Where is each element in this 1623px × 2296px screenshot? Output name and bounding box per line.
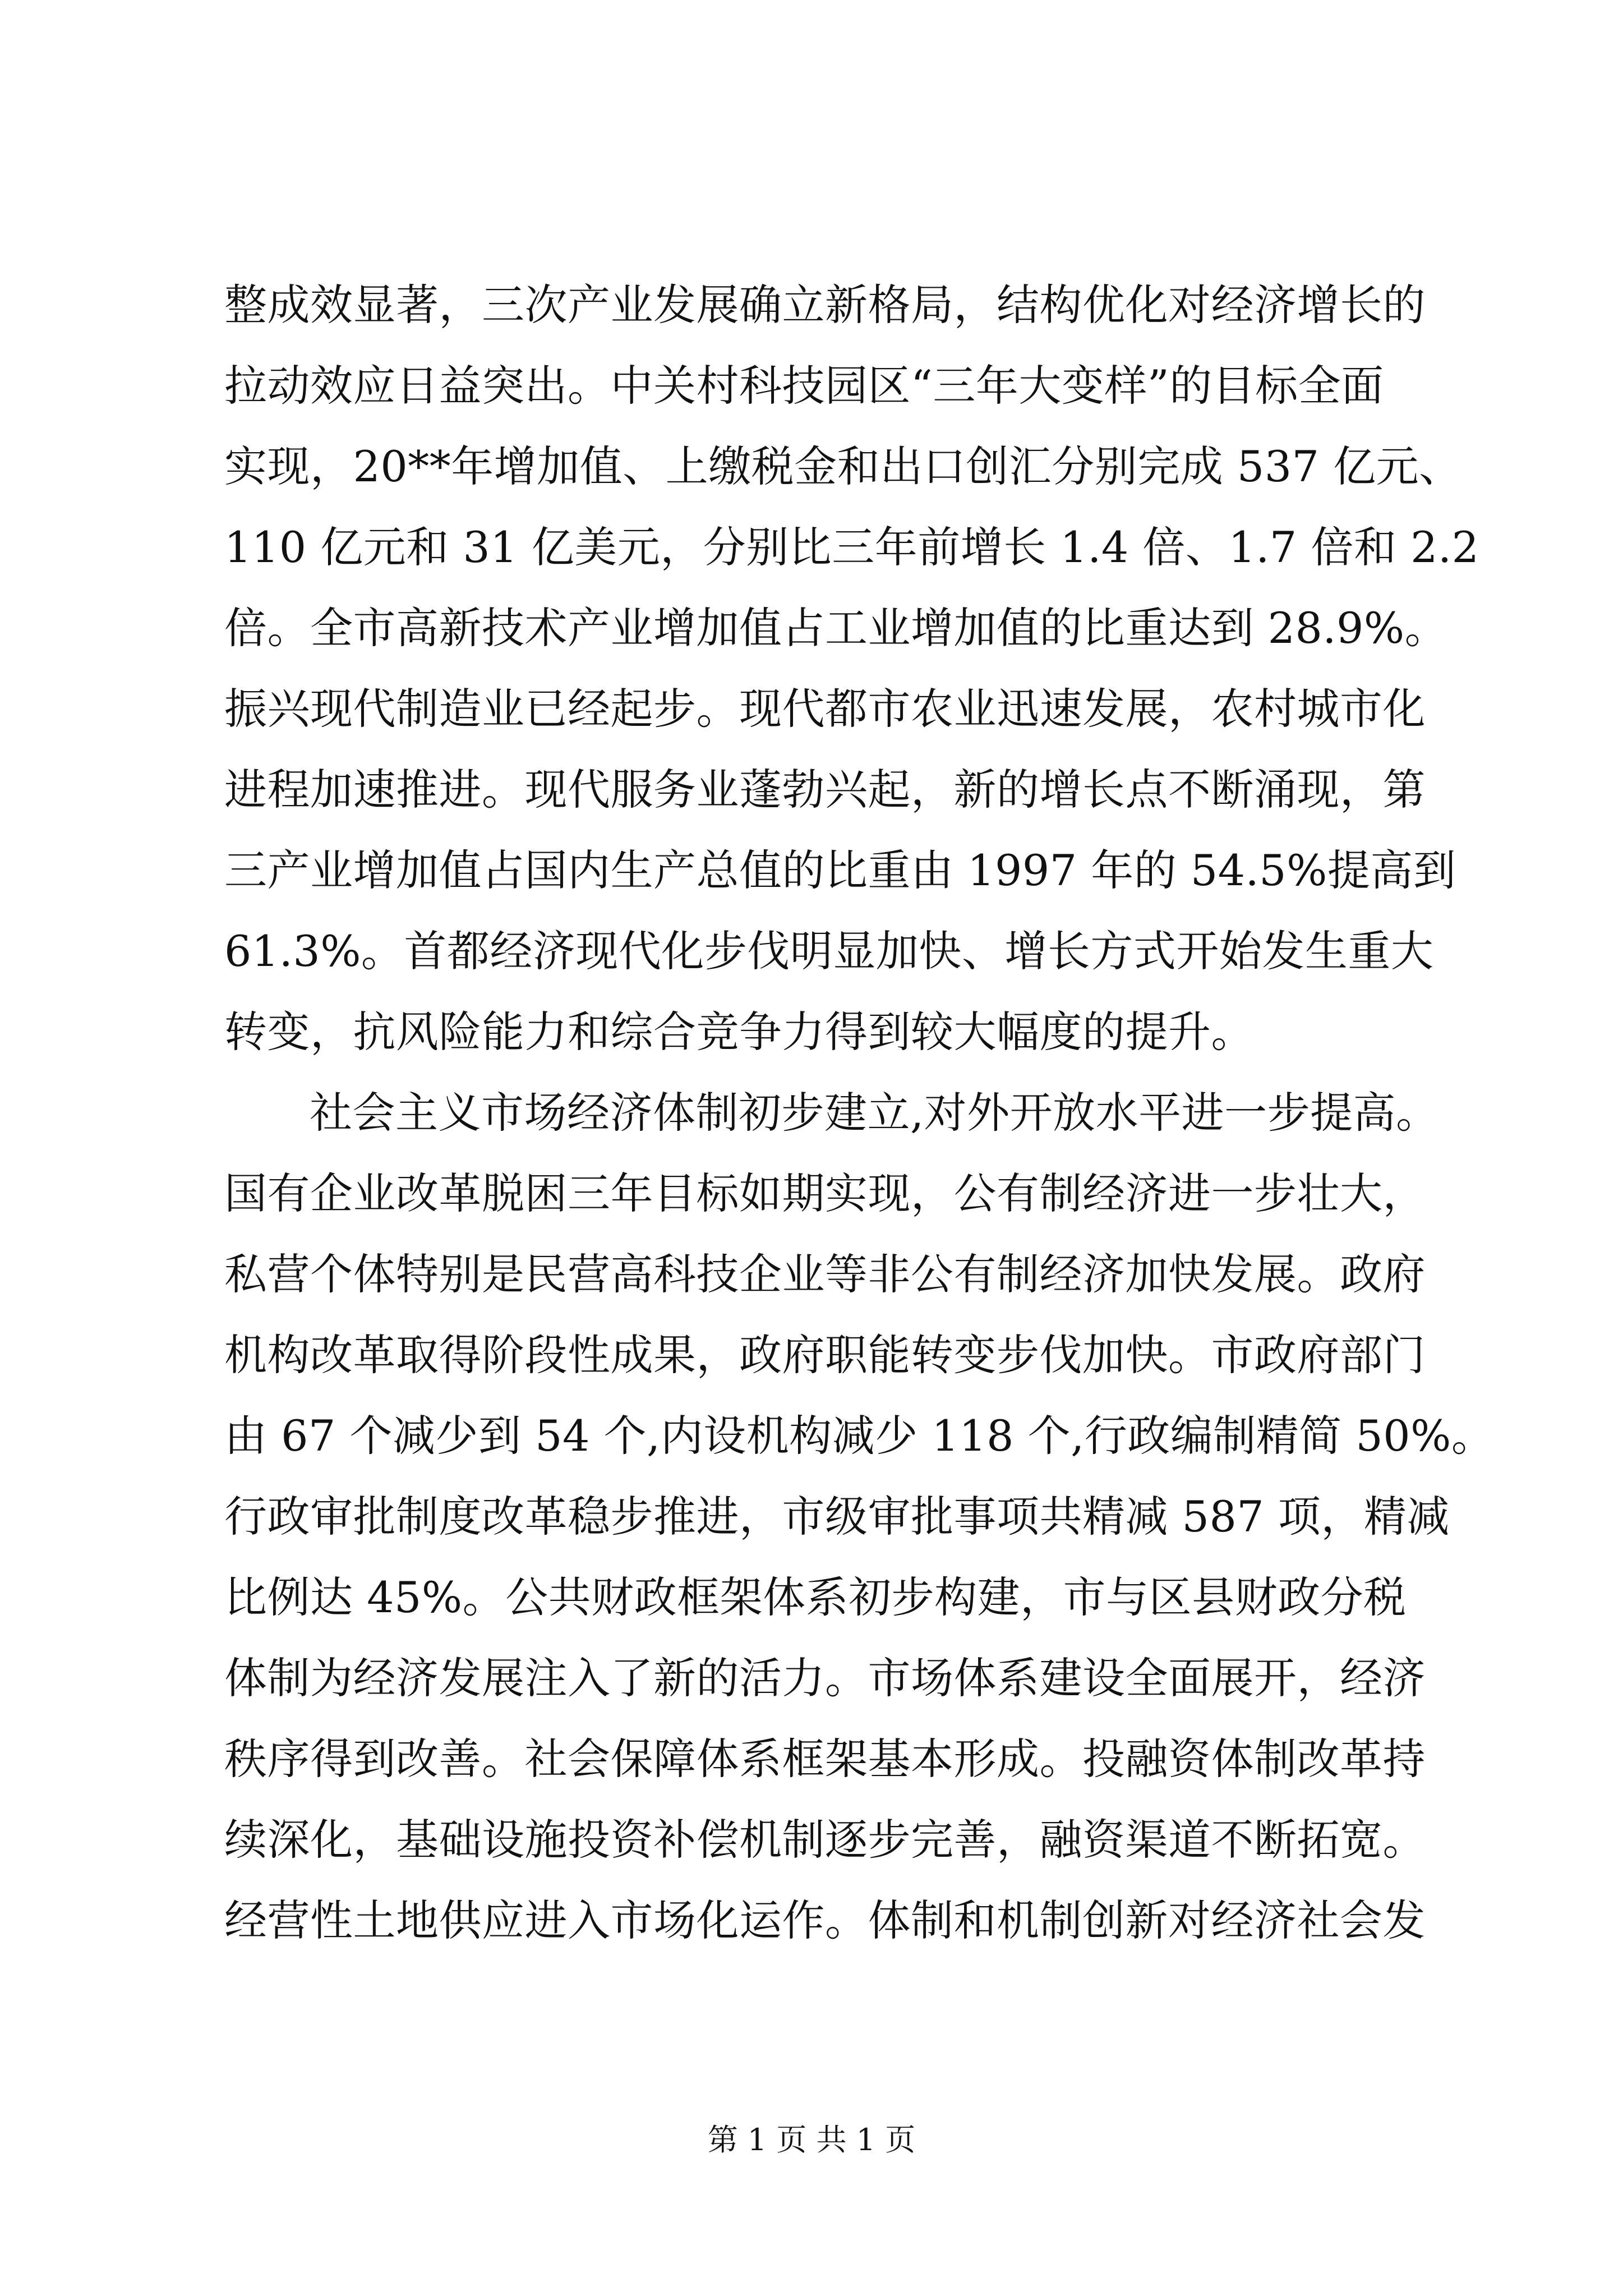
paragraph-1: [224, 265, 1479, 1073]
text-line: 社会主义市场经济体制初步建立,对外开放水平进一步提高。: [310, 1088, 1439, 1138]
text-line: 转变，抗风险能力和综合竞争力得到较大幅度的提升。: [224, 1007, 1254, 1057]
text-line: 110 亿元和 31 亿美元，分别比三年前增长 1.4 倍、1.7 倍和 2.2: [224, 522, 1479, 572]
text-line: 三产业增加值占国内生产总值的比重由 1997 年的 54.5%提高到: [224, 845, 1456, 895]
text-line: 倍。全市高新技术产业增加值占工业增加值的比重达到 28.9%。: [224, 603, 1448, 653]
text-line: 机构改革取得阶段性成果，政府职能转变步伐加快。市政府部门: [224, 1330, 1426, 1380]
page-footer: 第 1 页 共 1 页: [707, 2122, 916, 2157]
text-line: 实现，20**年增加值、上缴税金和出口创汇分别完成 537 亿元、: [224, 441, 1462, 491]
text-line: 经营性土地供应进入市场化运作。体制和机制创新对经济社会发: [224, 1895, 1426, 1945]
text-line: 行政审批制度改革稳步推进，市级审批事项共精减 587 项，精减: [224, 1492, 1450, 1542]
document-body: [224, 265, 1495, 1961]
text-line: 拉动效应日益突出。中关村科技园区“三年大变样”的目标全面: [224, 361, 1384, 411]
text-line: 振兴现代制造业已经起步。现代都市农业迅速发展，农村城市化: [224, 684, 1426, 734]
text-line: 续深化，基础设施投资补偿机制逐步完善，融资渠道不断拓宽。: [224, 1815, 1426, 1865]
paragraph-2: [224, 1073, 1495, 1961]
text-line: 比例达 45%。公共财政框架体系初步构建，市与区县财政分税: [224, 1572, 1407, 1622]
text-line: 整成效显著，三次产业发展确立新格局，结构优化对经济增长的: [224, 280, 1426, 330]
text-line: 进程加速推进。现代服务业蓬勃兴起，新的增长点不断涌现，第: [224, 765, 1426, 815]
text-line: 61.3%。首都经济现代化步伐明显加快、增长方式开始发生重大: [224, 926, 1434, 976]
text-line: 国有企业改革脱困三年目标如期实现，公有制经济进一步壮大，: [224, 1168, 1426, 1218]
text-line: 秩序得到改善。社会保障体系框架基本形成。投融资体制改革持: [224, 1734, 1426, 1784]
text-line: 体制为经济发展注入了新的活力。市场体系建设全面展开，经济: [224, 1653, 1426, 1703]
text-line: 由 67 个减少到 54 个,内设机构减少 118 个,行政编制精简 50%。: [224, 1411, 1495, 1461]
text-line: 私营个体特别是民营高科技企业等非公有制经济加快发展。政府: [224, 1249, 1426, 1299]
